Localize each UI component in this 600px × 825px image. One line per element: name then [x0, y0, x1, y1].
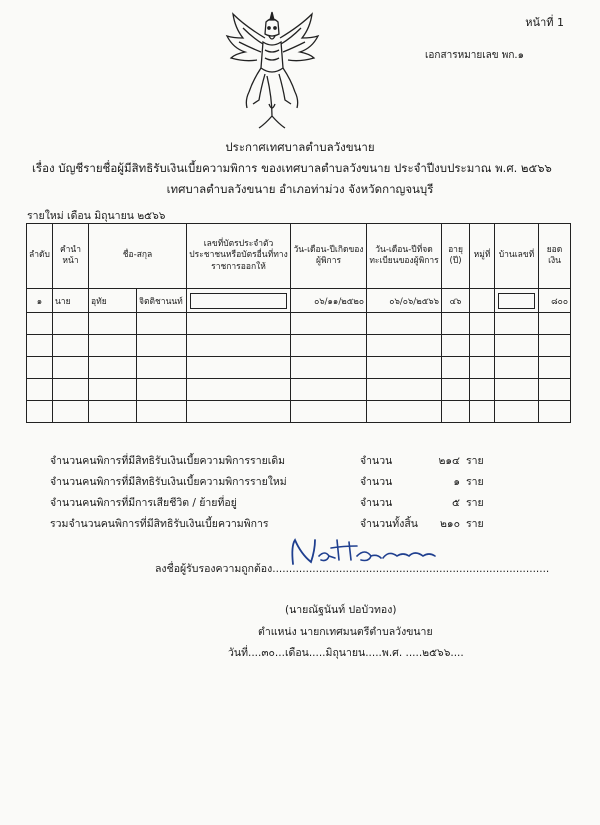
- summary-removed-unit: ราย: [466, 497, 484, 509]
- certify-label: ลงชื่อผู้รับรองความถูกต้อง: [155, 563, 273, 575]
- signer-name: (นายณัฐนันท์ ปอบัวทอง): [285, 604, 397, 616]
- header-birth-date: วัน-เดือน-ปีเกิดของผู้พิการ: [291, 224, 367, 289]
- cell-first-name: อุทัย: [89, 289, 137, 313]
- summary-total-label: รวมจำนวนคนพิการที่มีสิทธิรับเงินเบี้ยความพิการ: [50, 518, 269, 530]
- list-period-label: รายใหม่ เดือน มิถุนายน ๒๕๖๖: [27, 210, 166, 222]
- header-register-date: วัน-เดือน-ปีที่จดทะเบียนของผู้พิการ: [367, 224, 442, 289]
- table-row: [27, 335, 571, 357]
- table-header-row: [27, 224, 571, 289]
- announcement-title: ประกาศเทศบาลตำบลวังขนาย: [225, 140, 375, 154]
- announcement-municipality: เทศบาลตำบลวังขนาย อำเภอท่าม่วง จังหวัดกาญจนบุรี: [166, 182, 434, 196]
- summary-new-label: จำนวนคนพิการที่มีสิทธิรับเงินเบี้ยความพิการรายใหม่: [50, 476, 287, 488]
- header-amount: ยอดเงิน: [539, 224, 571, 289]
- header-house-no: บ้านเลขที่: [495, 224, 539, 289]
- cell-id-card: [187, 289, 291, 313]
- cell-house-no: [495, 289, 539, 313]
- cell-register-date: ๐๖/๐๖/๒๕๖๖: [367, 289, 442, 313]
- announcement-subject: เรื่อง บัญชีรายชื่อผู้มีสิทธิรับเงินเบี้ยความพิการ ของเทศบาลตำบลวังขนาย ประจำปีงบประมาณ พ.ศ. ๒๕๖๖: [32, 161, 552, 175]
- cell-age: ๔๖: [442, 289, 470, 313]
- table-row: [27, 379, 571, 401]
- summary-existing-label: จำนวนคนพิการที่มีสิทธิรับเงินเบี้ยความพิการรายเดิม: [50, 455, 286, 467]
- beneficiary-table: [26, 223, 571, 423]
- cell-amount: ๘๐๐: [539, 289, 571, 313]
- summary-removed-unit-label: จำนวน: [360, 497, 393, 509]
- summary-total-unit-label: จำนวนทั้งสิ้น: [360, 518, 418, 530]
- summary-new-count: ๑: [453, 476, 460, 488]
- header-seq: ลำดับ: [27, 224, 53, 289]
- table-row: [27, 313, 571, 335]
- header-age: อายุ (ปี): [442, 224, 470, 289]
- garuda-emblem-icon: [225, 8, 320, 133]
- summary-removed-count: ๕: [452, 497, 460, 509]
- page-number: หน้าที่ 1: [525, 16, 564, 29]
- table-row: [27, 289, 571, 313]
- summary-existing-unit: ราย: [466, 455, 484, 467]
- header-prefix: คำนำหน้า: [53, 224, 89, 289]
- cell-seq: ๑: [27, 289, 53, 313]
- table-row: [27, 357, 571, 379]
- summary-existing-count: ๒๑๔: [438, 455, 460, 467]
- header-id-card: เลขที่บัตรประจำตัวประชาชนหรือบัตรอื่นที่ทางราชการออกให้: [187, 224, 291, 289]
- header-fullname: ชื่อ-สกุล: [89, 224, 187, 289]
- summary-removed-label: จำนวนคนพิการที่มีการเสียชีวิต / ย้ายที่อยู่: [50, 497, 237, 509]
- cell-prefix: นาย: [53, 289, 89, 313]
- summary-total-count: ๒๑๐: [440, 518, 460, 530]
- header-village: หมู่ที่: [470, 224, 495, 289]
- document-reference: เอกสารหมายเลข พก.๑: [425, 50, 524, 61]
- signer-position: ตำแหน่ง นายกเทศมนตรีตำบลวังขนาย: [258, 626, 433, 638]
- house-no-box: [498, 293, 535, 309]
- certify-dots: ...................................................................................: [272, 563, 550, 575]
- summary-total-unit: ราย: [466, 518, 484, 530]
- summary-new-unit-label: จำนวน: [360, 476, 393, 488]
- summary-existing-unit-label: จำนวน: [360, 455, 393, 467]
- table-row: [27, 401, 571, 423]
- cell-village: [470, 289, 495, 313]
- sign-date: วันที่....๓๐...เดือน.....มิถุนายน.....พ.ศ. .....๒๕๖๖....: [228, 647, 464, 659]
- redacted-id-box: [190, 293, 287, 309]
- cell-birth-date: ๐๖/๑๑/๒๕๒๐: [291, 289, 367, 313]
- cell-last-name: จิตติชานนท์: [137, 289, 187, 313]
- summary-new-unit: ราย: [466, 476, 484, 488]
- signature-image: [285, 532, 445, 572]
